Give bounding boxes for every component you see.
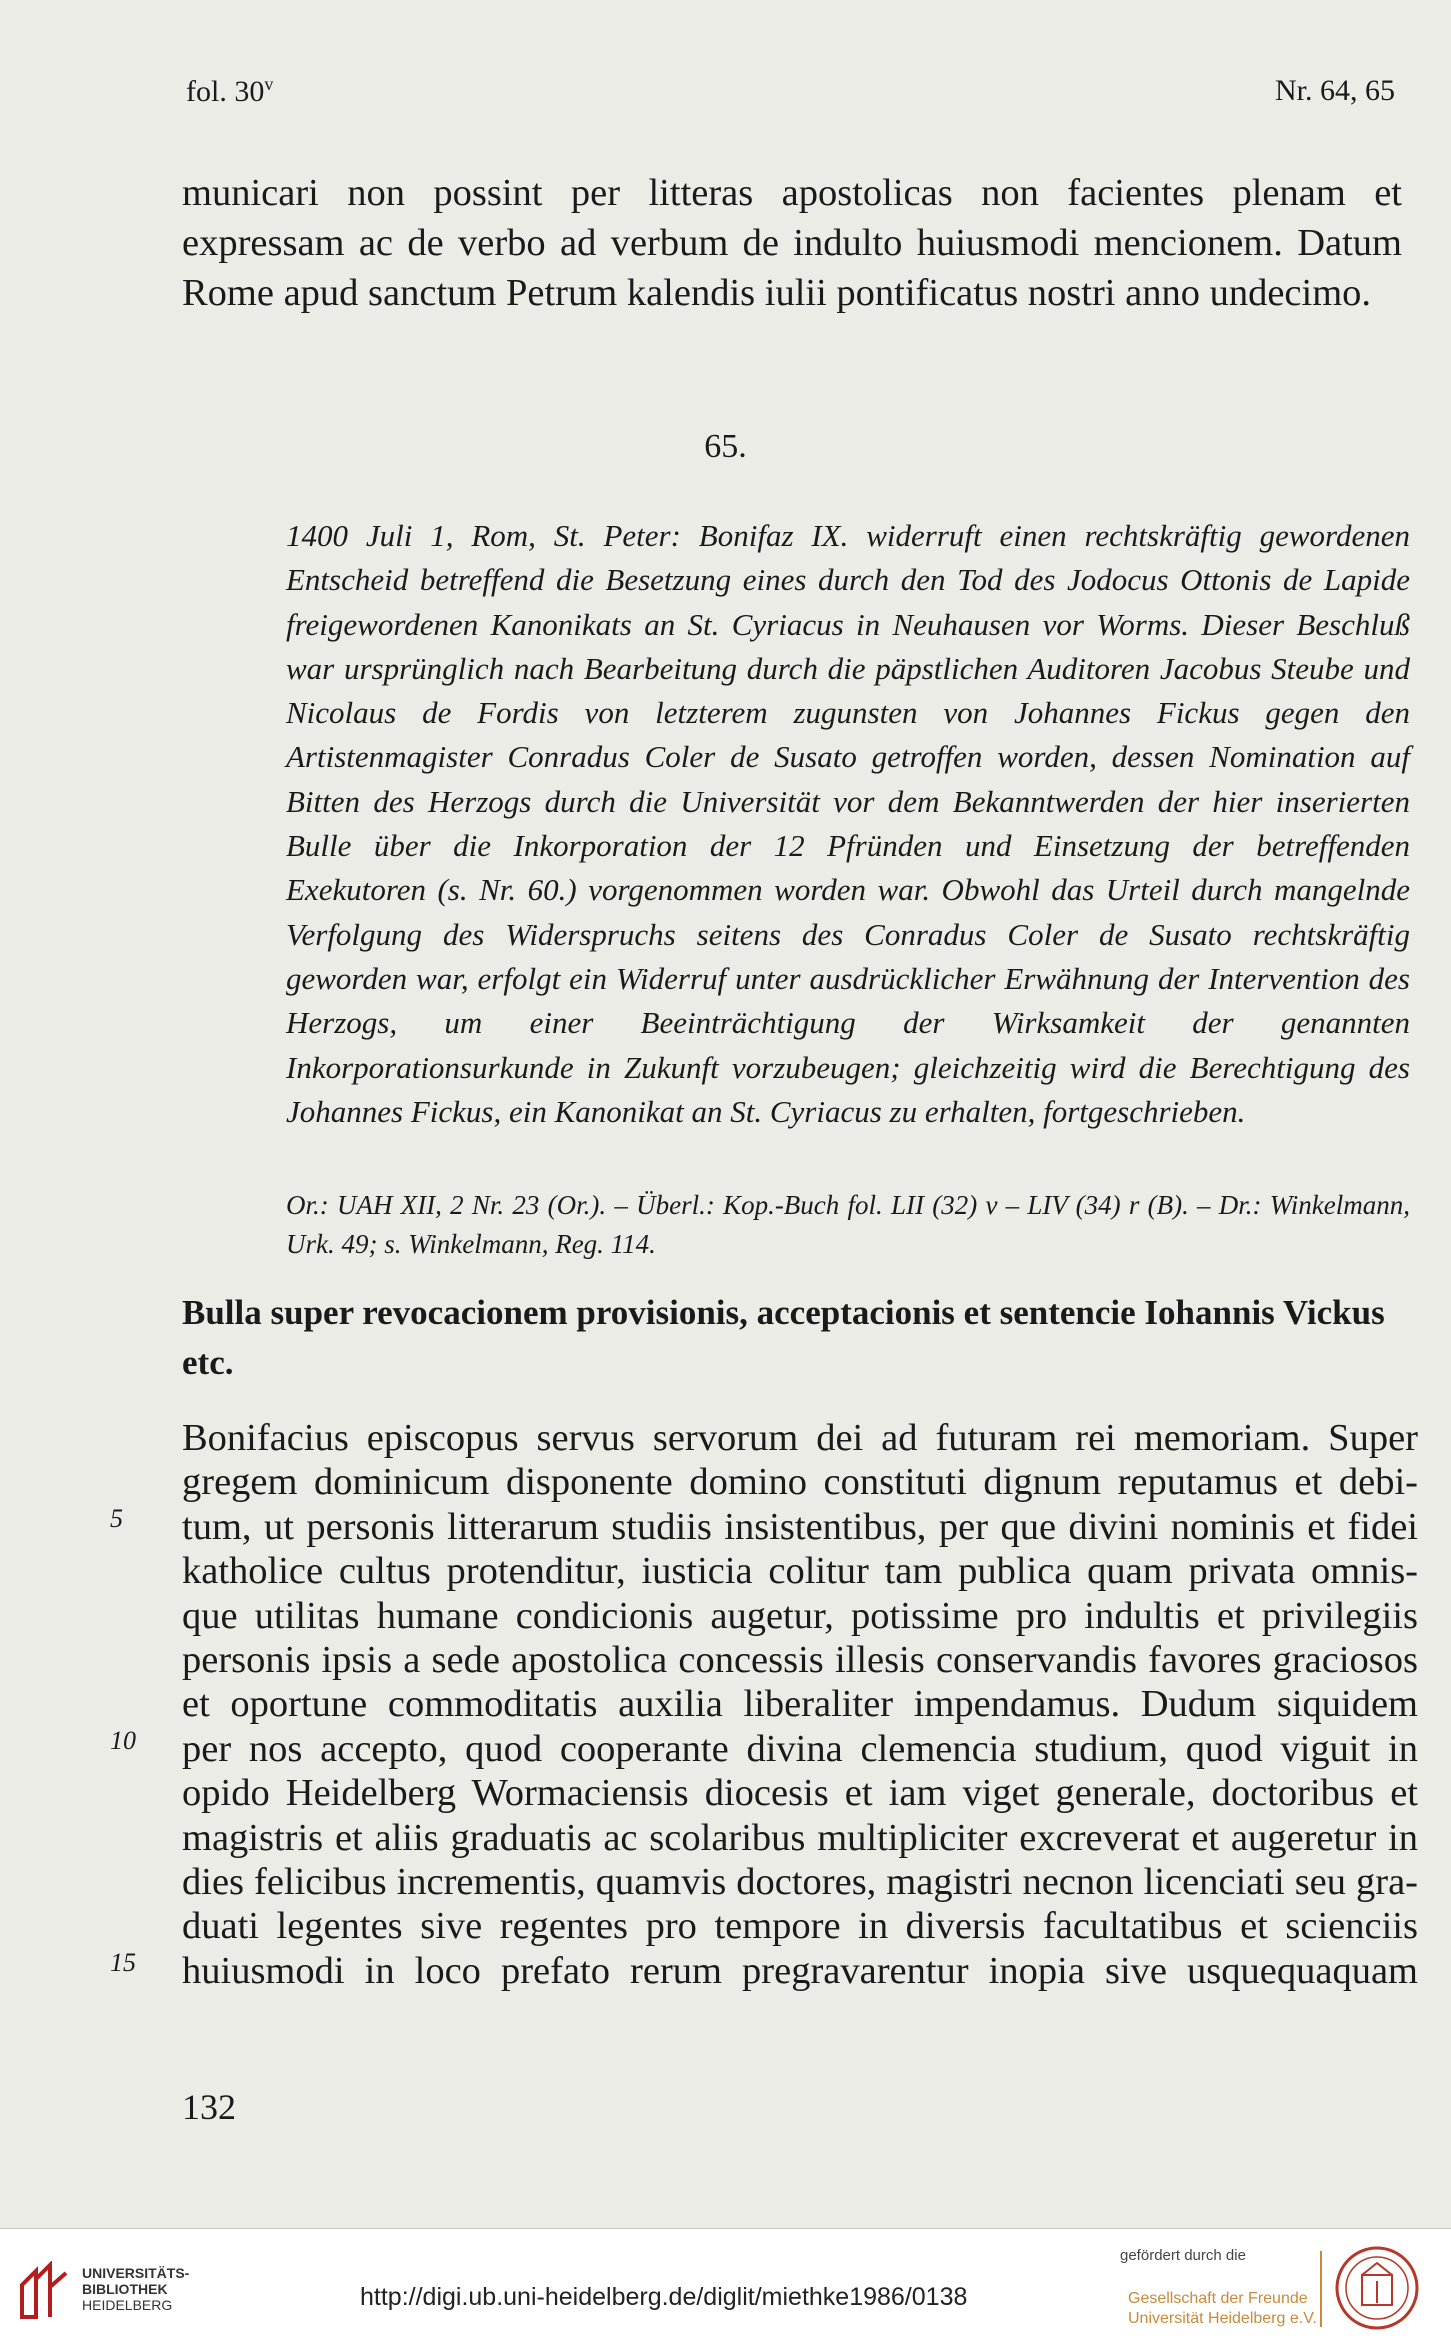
footer-bar xyxy=(0,2228,1451,2339)
text-line: per nos accepto, quod cooperante divina clemencia studium, quod viguit in xyxy=(182,1727,1418,1770)
regest: 1400 Juli 1, Rom, St. Peter: Bonifaz IX. widerruft einen rechtskräftig gewordenen Entscheid betreffend die Besetzung eines durch den Tod des Jodocus Ottonis de Lapide freigewordenen Kanonikats an St. Cyriacus in Neuhausen vor Worms. Dieser Beschluß war ursprünglich nach Bearbeitung durch die päpstlichen Auditoren Jacobus Steube und Nicolaus de Fordis von letzterem zugunsten von Johannes Fickus gegen den Artistenmagister Conradus Coler de Susato getroffen worden, dessen Nomination auf Bitten des Herzogs durch die Universität vor dem Bekanntwerden der hier inserierten Bulle über die Inkorporation der 12 Pfründen und Einsetzung der betreffenden Exekutoren (s. Nr. 60.) vorgenommen worden war. Obwohl das Urteil durch mangelnde Verfolgung des Widerspruchs seitens des Conradus Coler de Susato rechtskräftig geworden war, erfolgt ein Widerruf unter ausdrücklicher Erwähnung der Intervention des Herzogs, um einer Beeinträchtigung der Wirksamkeit der genannten Inkorporationsurkunde in Zukunft vorzubeugen; gleichzeitig wird die Berechtigung des Johannes Fickus, ein Kanonikat an St. Cyriacus zu erhalten, fortgeschrieben. xyxy=(286,518,1410,1129)
text-line: huiusmodi in loco prefato rerum pregravarentur inopia sive usquequaquam xyxy=(182,1949,1418,1992)
document-numbers: Nr. 64, 65 xyxy=(1275,74,1395,107)
permalink-url[interactable]: http://digi.ub.uni-heidelberg.de/diglit/miethke1986/0138 xyxy=(360,2283,968,2311)
text-line: personis ipsis a sede apostolica concessis illesis conservandis favores graciosos xyxy=(182,1638,1418,1681)
main-text xyxy=(182,1416,1418,1993)
line-number: 5 xyxy=(110,1504,123,1533)
source-notes: Or.: UAH XII, 2 Nr. 23 (Or.). – Überl.: Kop.-Buch fol. LII (32) v – LIV (34) r (B). – Dr.: Winkelmann, Urk. 49; s. Winkelmann, Reg. 114. xyxy=(286,1190,1410,1259)
footer-divider xyxy=(1320,2251,1322,2327)
line-number: 10 xyxy=(110,1726,136,1755)
line-number: 15 xyxy=(110,1948,136,1977)
sponsor-label: gefördert durch die xyxy=(1120,2247,1246,2264)
sponsor-name[interactable]: Gesellschaft der Freunde Universität Heidelberg e.V. xyxy=(1128,2290,1317,2327)
university-seal-icon[interactable] xyxy=(1334,2245,1420,2331)
library-logo-icon[interactable] xyxy=(16,2261,74,2321)
page-number: 132 xyxy=(182,2087,236,2127)
document-number: 65. xyxy=(704,428,747,465)
text-line: tum, ut personis litterarum studiis insistentibus, per que divini nominis et fidei xyxy=(182,1505,1418,1548)
document-heading: Bulla super revocacionem provisionis, acceptacionis et sentencie Iohannis Vickus etc. xyxy=(182,1293,1385,1382)
text-line: dies felicibus incrementis, quamvis doctores, magistri necnon licenciati seu gra- xyxy=(182,1860,1418,1903)
text-line: opido Heidelberg Wormaciensis diocesis et iam viget generale, doctoribus et xyxy=(182,1772,1418,1815)
folio-reference: fol. 30$^v$ xyxy=(186,74,274,108)
text-line: katholice cultus protenditur, iusticia colitur tam publica quam privata omnis- xyxy=(182,1550,1418,1593)
text-line: que utilitas humane condicionis augetur, potissime pro indultis et privilegiis xyxy=(182,1594,1418,1637)
text-line: gregem dominicum disponente domino constituti dignum reputamus et debi- xyxy=(182,1461,1418,1504)
continued-text: municari non possint per litteras apostolicas non facientes plenam et expressam ac de verbo ad verbum de indulto huiusmodi mencionem. Datum Rome apud sanctum Petrum kalendis iulii pontificatus nostri anno undecimo. xyxy=(182,172,1402,314)
text-line: duati legentes sive regentes pro tempore in diversis facultatibus et scienciis xyxy=(182,1905,1418,1948)
text-line: Bonifacius episcopus servus servorum dei ad futuram rei memoriam. Super xyxy=(182,1417,1418,1459)
text-line: et oportune commoditatis auxilia liberaliter impendamus. Dudum siquidem xyxy=(182,1683,1418,1726)
text-line: magistris et aliis graduatis ac scolaribus multipliciter excreverat et augeretur in xyxy=(182,1816,1418,1859)
library-name[interactable]: UNIVERSITÄTS- BIBLIOTHEK HEIDELBERG xyxy=(82,2265,190,2313)
